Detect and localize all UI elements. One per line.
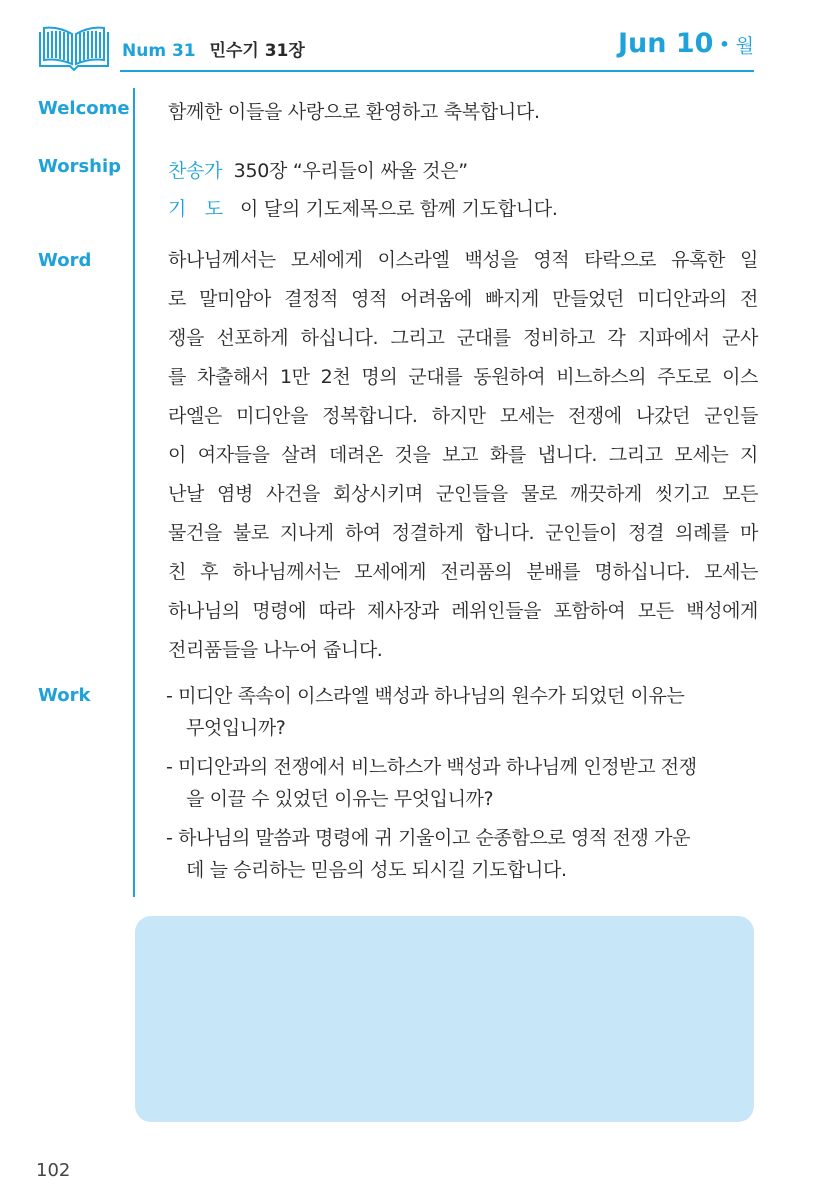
word-line: 이 여자들을 살려 데려온 것을 보고 화를 냅니다. 그리고 모세는 지 (168, 444, 758, 466)
hymn-label: 찬송가 (168, 160, 223, 182)
header-divider (120, 70, 754, 72)
weekday: 월 (735, 35, 754, 57)
word-line: 하나님의 명령에 따라 제사장과 레위인들을 포함하여 모든 백성에게 (168, 600, 758, 622)
work-item (166, 680, 760, 744)
word-line: 전리품들을 나누어 줍니다. (168, 639, 383, 661)
chapter-number: Num 31 (122, 41, 196, 61)
scripture-reference (122, 36, 305, 61)
prayer-line (168, 194, 760, 221)
prayer-label: 기 도 (168, 198, 223, 220)
word-line: 난날 염병 사건을 회상시키며 군인들을 물로 깨끗하게 씻기고 모든 (168, 483, 758, 505)
date-text: Jun 10 (617, 28, 714, 59)
memo-box[interactable] (135, 916, 754, 1122)
welcome-text: 함께한 이들을 사랑으로 환영하고 축복합니다. (168, 101, 540, 123)
prayer-text: 이 달의 기도제목으로 함께 기도합니다. (240, 198, 558, 220)
word-line: 로 말미암아 결정적 영적 어려움에 빠지게 만들었던 미디안과의 전 (168, 288, 758, 310)
work-item (166, 751, 760, 815)
word-label: Word (38, 250, 92, 271)
date-heading (618, 28, 754, 59)
hymn-text: 350장 “우리들이 싸울 것은” (233, 160, 468, 182)
work-label: Work (38, 685, 91, 706)
section-divider (133, 88, 135, 897)
page-number: 102 (36, 1160, 71, 1181)
book-chapter: 민수기 31장 (209, 41, 305, 61)
work-item-line: - 하나님의 말씀과 명령에 귀 기울이고 순종함으로 영적 전쟁 가운 (166, 827, 691, 849)
hymn-line (168, 156, 760, 183)
date-separator: • (719, 35, 730, 54)
open-book-icon (36, 22, 112, 72)
work-item-line: 무엇입니까? (186, 717, 286, 739)
work-list (166, 680, 760, 893)
word-line: 물건을 불로 지나게 하여 정결하게 합니다. 군인들이 정결 의례를 마 (168, 522, 758, 544)
word-line: 쟁을 선포하게 하십니다. 그리고 군대를 정비하고 각 지파에서 군사 (168, 327, 758, 349)
work-item-line: 데 늘 승리하는 믿음의 성도 되시길 기도합니다. (186, 859, 567, 881)
word-line: 하나님께서는 모세에게 이스라엘 백성을 영적 타락으로 유혹한 일 (168, 249, 758, 271)
work-item-line: - 미디안과의 전쟁에서 비느하스가 백성과 하나님께 인정받고 전쟁 (166, 756, 697, 778)
work-item-line: - 미디안 족속이 이스라엘 백성과 하나님의 원수가 되었던 이유는 (166, 685, 685, 707)
work-item-line: 을 이끌 수 있었던 이유는 무엇입니까? (186, 788, 494, 810)
word-line: 를 차출해서 1만 2천 명의 군대를 동원하여 비느하스의 주도로 이스 (168, 366, 758, 388)
work-item (166, 822, 760, 886)
word-line: 친 후 하나님께서는 모세에게 전리품의 분배를 명하십니다. 모세는 (168, 561, 758, 583)
worship-label: Worship (38, 156, 122, 177)
welcome-label: Welcome (38, 98, 130, 119)
word-paragraph (168, 241, 758, 670)
word-line: 라엘은 미디안을 정복합니다. 하지만 모세는 전쟁에 나갔던 군인들 (168, 405, 758, 427)
